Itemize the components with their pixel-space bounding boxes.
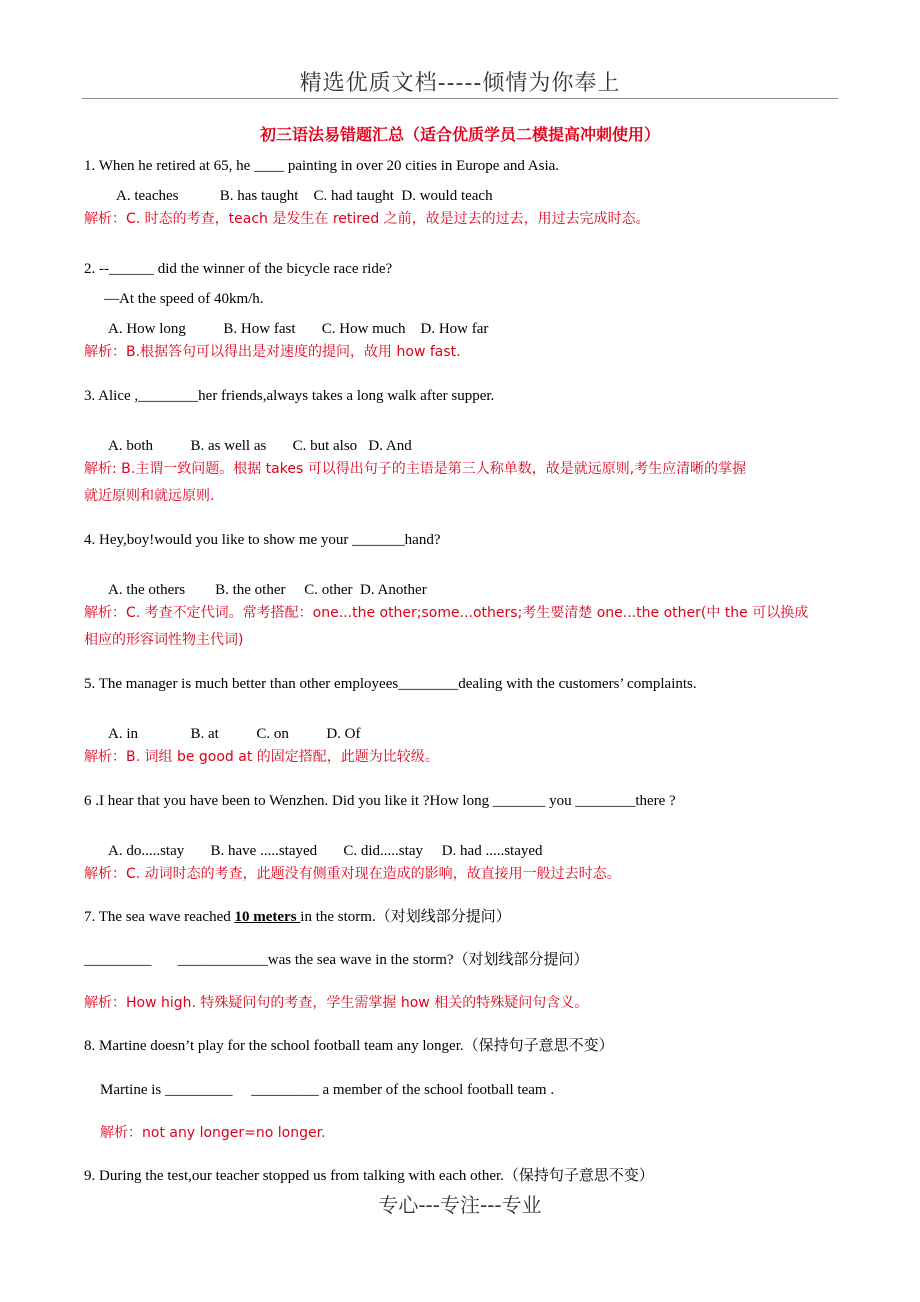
question-7-analysis: 解析：How high. 特殊疑问句的考查，学生需掌握 how 相关的特殊疑问句含义。 xyxy=(84,995,589,1011)
question-4-analysis: 解析：C. 考查不定代词。常考搭配：one...the other;some...others;考生要清楚 one...the other(中 the 可以换成 xyxy=(84,605,809,621)
question-7-text-end: in the storm.（对划线部分提问） xyxy=(300,909,511,925)
question-4-analysis-cont: 相应的形容词性物主代词) xyxy=(84,632,244,648)
question-6: 6 .I hear that you have been to Wenzhen. Did you like it ?How long _______ you ________there ? xyxy=(84,793,676,809)
question-7-blank-line: _________ ____________was the sea wave in the storm?（对划线部分提问） xyxy=(84,952,589,968)
question-2-options: A. How long B. How fast C. How much D. How far xyxy=(108,321,489,337)
page-footer: 专心---专注---专业 xyxy=(378,1193,542,1217)
question-5-options: A. in B. at C. on D. Of xyxy=(108,726,361,742)
question-4-options: A. the others B. the other C. other D. Another xyxy=(108,582,427,598)
question-2: 2. --______ did the winner of the bicycle race ride? xyxy=(84,261,393,277)
question-1: 1. When he retired at 65, he ____ painting in over 20 cities in Europe and Asia. xyxy=(84,158,560,174)
question-7-underlined: 10 meters xyxy=(234,909,301,925)
question-1-options: A. teaches B. has taught C. had taught D. would teach xyxy=(116,188,493,204)
page-header: 精选优质文档-----倾情为你奉上 xyxy=(299,71,621,96)
question-1-analysis: 解析：C. 时态的考查，teach 是发生在 retired 之前，故是过去的过去，用过去完成时态。 xyxy=(84,211,650,227)
page-title: 初三语法易错题汇总（适合优质学员二模提高冲刺使用） xyxy=(259,125,660,144)
question-3-analysis: 解析: B.主谓一致问题。根据 takes 可以得出句子的主语是第三人称单数，故是就远原则,考生应清晰的掌握 xyxy=(84,461,747,477)
question-3: 3. Alice ,________her friends,always takes a long walk after supper. xyxy=(84,388,495,404)
question-3-options: A. both B. as well as C. but also D. And xyxy=(108,438,412,454)
question-6-analysis: 解析：C. 动词时态的考查，此题没有侧重对现在造成的影响，故直接用一般过去时态。 xyxy=(84,866,621,882)
question-8-analysis: 解析：not any longer=no longer. xyxy=(100,1125,326,1141)
header-rule xyxy=(82,98,838,99)
question-5-analysis: 解析：B. 词组 be good at 的固定搭配，此题为比较级。 xyxy=(84,749,439,765)
question-4: 4. Hey,boy!would you like to show me your _______hand? xyxy=(84,532,441,548)
question-5: 5. The manager is much better than other employees________dealing with the customers’ complaints. xyxy=(84,676,697,692)
question-6-options: A. do.....stay B. have .....stayed C. did.....stay D. had .....stayed xyxy=(108,843,543,859)
question-8: 8. Martine doesn’t play for the school football team any longer.（保持句子意思不变） xyxy=(84,1038,614,1054)
question-2-answer: —At the speed of 40km/h. xyxy=(104,291,264,307)
question-2-analysis: 解析：B.根据答句可以得出是对速度的提问，故用 how fast. xyxy=(84,344,461,360)
question-3-analysis-cont: 就近原则和就远原则. xyxy=(84,488,215,504)
question-9: 9. During the test,our teacher stopped us from talking with each other.（保持句子意思不变） xyxy=(84,1168,654,1184)
question-7 xyxy=(84,907,511,927)
question-7-text: 7. The sea wave reached xyxy=(84,909,235,925)
question-8-blank-line: Martine is _________ _________ a member of the school football team . xyxy=(100,1082,555,1098)
